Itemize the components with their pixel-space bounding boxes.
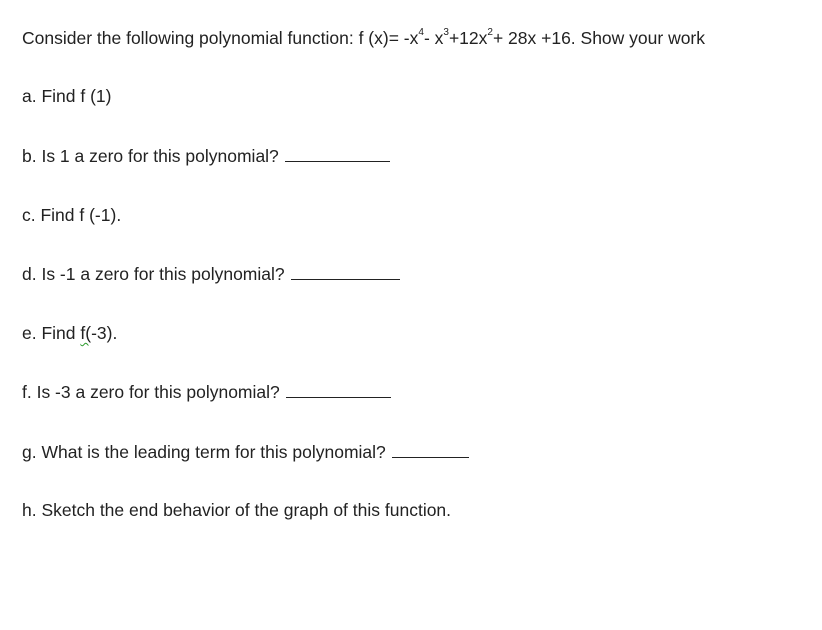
problem-mid-1: - x bbox=[423, 28, 444, 48]
answer-blank-f[interactable] bbox=[286, 383, 391, 398]
question-e bbox=[22, 322, 117, 344]
question-a bbox=[22, 85, 111, 107]
exponent-3: 3 bbox=[443, 27, 449, 39]
question-d-text: d. Is -1 a zero for this polynomial? bbox=[22, 264, 285, 284]
answer-blank-d[interactable] bbox=[291, 265, 400, 280]
spellcheck-flagged-text: f( bbox=[80, 323, 92, 343]
question-c-text: c. Find f (-1). bbox=[22, 205, 122, 225]
problem-suffix: + 28x +16. Show your work bbox=[492, 28, 706, 48]
question-d bbox=[22, 263, 400, 285]
exponent-4: 4 bbox=[418, 27, 424, 39]
answer-blank-b[interactable] bbox=[285, 147, 390, 162]
question-f-text: f. Is -3 a zero for this polynomial? bbox=[22, 382, 280, 402]
question-f bbox=[22, 381, 391, 403]
problem-prefix: Consider the following polynomial function: f (x)= -x bbox=[22, 28, 419, 48]
question-b bbox=[22, 145, 390, 167]
problem-statement bbox=[22, 27, 705, 49]
problem-mid-2: +12x bbox=[448, 28, 488, 48]
question-h bbox=[22, 499, 451, 521]
question-g-text: g. What is the leading term for this polynomial? bbox=[22, 442, 386, 462]
question-b-text: b. Is 1 a zero for this polynomial? bbox=[22, 146, 279, 166]
question-e-prefix: e. Find bbox=[22, 323, 81, 343]
exponent-2: 2 bbox=[487, 27, 493, 39]
question-g bbox=[22, 441, 469, 463]
answer-blank-g[interactable] bbox=[392, 443, 469, 458]
question-c bbox=[22, 204, 121, 226]
question-e-suffix: -3). bbox=[91, 323, 118, 343]
question-h-text: h. Sketch the end behavior of the graph of this function. bbox=[22, 500, 452, 520]
question-a-text: a. Find f (1) bbox=[22, 86, 112, 106]
